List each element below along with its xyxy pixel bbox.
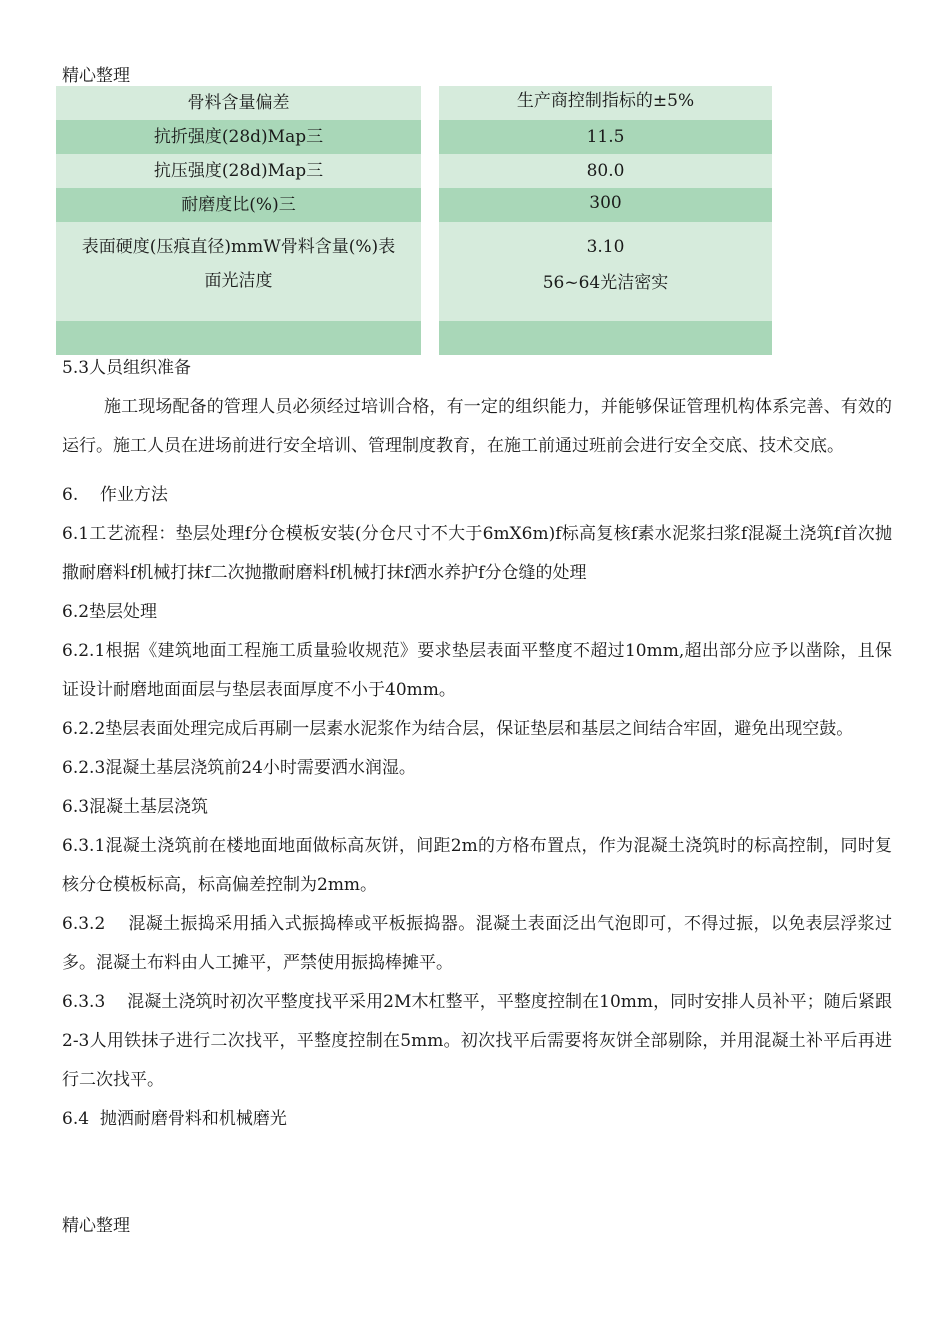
table-cell	[439, 321, 772, 355]
section-heading: 6. 作业方法	[62, 485, 168, 505]
table-cell	[56, 222, 421, 321]
paragraph: 6.2.1根据《建筑地面工程施工质量验收规范》要求垫层表面平整度不超过10mm,超出部分应予以凿除，且保证设计耐磨地面面层与垫层表面厚度不小于40mm。	[62, 641, 892, 700]
table-cell: 生产商控制指标的±5%	[439, 86, 772, 120]
table-cell-line: 56~64光洁密实	[542, 273, 669, 293]
table-cell	[439, 222, 772, 321]
paragraph: 施工现场配备的管理人员必须经过培训合格，有一定的组织能力，并能够保证管理机构体系完善、有效的运行。施工人员在进场前进行安全培训、管理制度教育，在施工前通过班前会进行安全交底、技术交底。	[62, 397, 892, 456]
table-cell: 抗折强度(28d)Map三	[56, 120, 421, 154]
table-cell: 11.5	[439, 120, 772, 154]
section-heading: 6.2垫层处理	[62, 602, 158, 622]
paragraph: 6.1工艺流程：垫层处理f分仓模板安装(分仓尺寸不大于6mX6m)f标高复核f素水泥浆扫浆f混凝土浇筑f首次抛撒耐磨料f机械打抹f二次抛撒耐磨料f机械打抹f洒水养护f分仓缝的处理	[62, 524, 892, 583]
paragraph: 6.3.3 混凝土浇筑时初次平整度找平采用2M木杠整平，平整度控制在10mm，同时安排人员补平；随后紧跟2-3人用铁抹子进行二次找平，平整度控制在5mm。初次找平后需要将灰饼全部剔除，并用混凝土补平后再进行二次找平。	[62, 992, 892, 1090]
paragraph: 6.3.1混凝土浇筑前在楼地面地面做标高灰饼，间距2m的方格布置点，作为混凝土浇筑时的标高控制，同时复核分仓模板标高，标高偏差控制为2mm。	[62, 836, 892, 895]
paragraph: 6.2.3混凝土基层浇筑前24小时需要洒水润湿。	[62, 758, 416, 778]
table-cell: 抗压强度(28d)Map三	[56, 154, 421, 188]
page-footer: 精心整理	[62, 1216, 130, 1236]
table-cell-line: 表面硬度(压痕直径)mmW骨料含量(%)表	[81, 237, 396, 257]
paragraph: 6.2.2垫层表面处理完成后再刷一层素水泥浆作为结合层，保证垫层和基层之间结合牢固，避免出现空鼓。	[62, 719, 854, 739]
paragraph: 6.3.2 混凝土振捣采用插入式振捣棒或平板振捣器。混凝土表面泛出气泡即可，不得过振，以免表层浮浆过多。混凝土布料由人工摊平，严禁使用振捣棒摊平。	[62, 914, 892, 973]
table-cell-line: 面光洁度	[204, 271, 273, 291]
document-body	[62, 354, 892, 1139]
section-heading: 6.3混凝土基层浇筑	[62, 797, 209, 817]
table-cell: 耐磨度比(%)三	[56, 188, 421, 222]
table-cell: 骨料含量偏差	[56, 86, 421, 120]
table-cell	[56, 321, 421, 355]
table-cell: 300	[439, 188, 772, 222]
page-header: 精心整理	[62, 66, 130, 86]
spec-table-right-column	[439, 86, 772, 355]
section-heading: 6.4 抛洒耐磨骨料和机械磨光	[62, 1109, 287, 1129]
table-cell-line: 3.10	[586, 237, 625, 257]
table-cell: 80.0	[439, 154, 772, 188]
section-heading: 5.3人员组织准备	[62, 358, 192, 378]
spec-table-left-column	[56, 86, 421, 355]
